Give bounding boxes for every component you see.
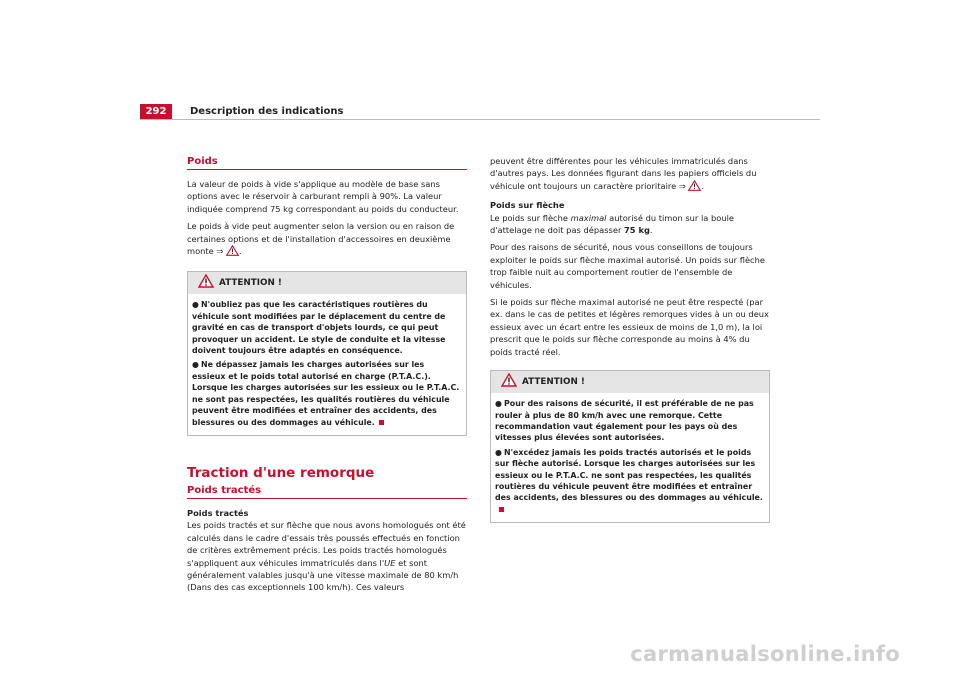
warning-1-item-2-text: Ne dépassez jamais les charges autorisées sur les essieux et le poids total autorisé en charge (P.T.A.C.). Lorsque les charges autorisées sur les essieux ou le P.T.A.C. ne sont pas respectées, les qualités routières du véhicule peuvent être modifiées et entraîner des accidents, des blessures ou des dommages au véhicule. — [192, 360, 460, 427]
poids-fleche-maximal: maximal — [570, 212, 607, 223]
poids-fleche-paragraph-1 — [490, 212, 770, 237]
poids-tractes-text-2: et sont généralement valables jusqu'à une vitesse maximale de 80 km/h (Dans des cas exceptionnels 100 km/h). Ces valeurs — [187, 557, 459, 593]
poids-tractes-paragraph — [187, 519, 467, 593]
running-header-title: Description des indications — [190, 106, 344, 117]
poids-paragraph-1: La valeur de poids à vide s'applique au modèle de base sans options avec le réservoir à carburant rempli à 90%. La valeur indiquée comprend 75 kg correspondant au poids du conducteur. — [187, 179, 459, 214]
warning-box-1 — [187, 271, 467, 435]
poids-fleche-text-1: Le poids sur flèche — [490, 212, 571, 223]
bullet-dot: ● — [192, 300, 199, 310]
page-number: 292 — [140, 104, 172, 120]
poids-fleche-paragraph-2: Pour des raisons de sécurité, nous vous conseillons de toujours exploiter le poids sur flèche maximal autorisé. Un poids sur flèche trop faible nuit au comportement routier de l'ensemble de véhicules. — [490, 242, 765, 290]
poids-fleche-text-3: . — [649, 225, 653, 236]
warning-1-item-1 — [192, 299, 460, 356]
poids-fleche-text-2: autorisé du timon sur la boule d'attelage ne doit pas dépasser — [490, 212, 735, 236]
sub-heading-poids-fleche: Poids sur flèche — [490, 200, 565, 211]
poids-tractes-ue: UE — [384, 557, 396, 568]
poids-paragraph-2 — [187, 220, 467, 259]
poids-tractes-text-1: Les poids tractés et sur flèche que nous avons homologués ont été calculés dans le cadre d'essais très poussés effectués en fonction de critères extrêmement précis. Les poids tractés homologués s'appliquent aux véhicules immatriculés dans l' — [187, 520, 466, 568]
poids-fleche-paragraph-3: Si le poids sur flèche maximal autorisé ne peut être respecté (par ex. dans le cas de petites et légères remorques vides à un ou deux essieux avec un écart entre les essieux de moins de 1,0 m), la loi prescrit que le poids sur flèche corresponde au moins à 4% du poids tracté réel. — [490, 297, 769, 357]
section-heading-poids-tractes: Poids tractés — [187, 484, 467, 499]
warning-box-2-title: ATTENTION ! — [522, 376, 585, 387]
bullet-dot: ● — [495, 447, 502, 457]
warning-2-item-2 — [495, 447, 763, 515]
continued-paragraph — [490, 155, 770, 194]
section-heading-poids: Poids — [187, 155, 467, 170]
left-column — [187, 155, 467, 599]
end-of-section-icon — [499, 507, 504, 512]
end-of-section-icon — [379, 420, 384, 425]
poids-paragraph-2-text: Le poids à vide peut augmenter selon la version ou en raison de certaines options et de l'installation d'accessoires en deuxième monte ⇒ — [187, 221, 455, 257]
warning-1-item-2 — [192, 359, 460, 427]
continued-paragraph-text: peuvent être différentes pour les véhicules immatriculés dans d'autres pays. Les données figurant dans les papiers officiels du véhicule ont toujours un caractère prioritaire ⇒ — [490, 156, 757, 191]
warning-2-item-1-text: Pour des raisons de sécurité, il est préférable de ne pas rouler à plus de 80 km/h avec une remorque. Cette recommandation vaut également pour les pays où des vitesses plus élevées sont autorisées. — [495, 399, 754, 443]
warning-box-1-header — [188, 272, 466, 294]
warning-box-2 — [490, 370, 770, 523]
warning-box-2-body — [491, 393, 769, 522]
warning-box-1-title: ATTENTION ! — [219, 278, 282, 289]
warning-triangle-icon — [688, 180, 701, 194]
warning-box-2-header — [491, 371, 769, 393]
warning-triangle-icon — [501, 373, 522, 391]
poids-fleche-value: 75 kg — [624, 225, 650, 236]
header-divider — [140, 119, 820, 120]
poids-paragraph-2-end: . — [239, 246, 242, 257]
bullet-dot: ● — [495, 399, 502, 409]
right-column — [490, 155, 770, 531]
warning-triangle-icon — [198, 274, 219, 292]
warning-2-item-2-text: N'excédez jamais les poids tractés autorisés et le poids sur flèche autorisé. Lorsque les charges autorisées sur les essieux ou le P.T.A.C. ne sont pas respectées, les qualités routières du véhicule peuvent être modifiées et entraîner des accidents, des blessures ou des dommages au véhicule. — [495, 447, 763, 503]
warning-2-item-1 — [495, 398, 763, 444]
bullet-dot: ● — [192, 360, 199, 370]
continued-paragraph-end: . — [701, 180, 705, 191]
watermark-logo: carmanualsonline.info — [630, 642, 900, 666]
sub-heading-poids-tractes: Poids tractés — [187, 507, 249, 518]
warning-1-item-1-text: N'oubliez pas que les caractéristiques routières du véhicule sont modifiées par le déplacement du centre de gravité en cas de transport d'objets lourds, ce qui peut provoquer un accident. Le style de conduite et la vitesse doivent toujours être adaptés en conséquence. — [192, 300, 446, 356]
chapter-heading: Traction d'une remorque — [187, 464, 375, 481]
warning-triangle-icon — [226, 245, 239, 259]
warning-box-1-body — [188, 294, 466, 434]
